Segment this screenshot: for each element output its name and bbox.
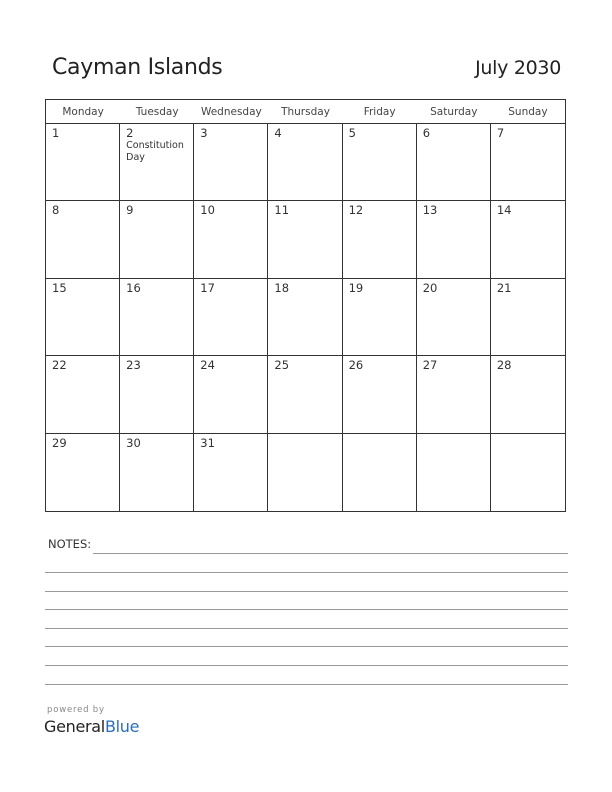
day-cell[interactable] [46,201,120,278]
day-cell[interactable] [417,201,491,278]
day-number: 18 [274,280,290,295]
day-number: 30 [126,435,141,450]
day-cell[interactable] [46,434,120,511]
day-number: 13 [422,203,438,218]
day-cell[interactable] [343,201,417,278]
day-number: 4 [274,126,282,140]
day-cell[interactable] [268,434,342,511]
calendar-title: Cayman Islands [52,55,223,80]
day-number: 25 [274,358,290,373]
day-number: 17 [200,280,215,295]
day-cell[interactable] [343,124,417,201]
day-cell[interactable] [268,356,342,433]
day-cell[interactable] [120,124,194,201]
weekday-header [46,100,565,124]
day-cell[interactable] [268,124,342,201]
day-cell[interactable] [417,356,491,433]
holiday-label: Constitution Day [126,140,184,163]
day-cell[interactable] [46,124,120,201]
notes-label: NOTES: [48,537,92,551]
day-number: 31 [200,435,215,450]
calendar-month: July 2030 [475,57,561,79]
calendar-grid [45,99,566,512]
day-number: 14 [496,203,512,218]
day-cell[interactable] [491,124,565,201]
notes-line [45,646,568,647]
day-cell[interactable] [417,124,491,201]
day-cell[interactable] [343,434,417,511]
brand-blue: Blue [104,717,140,736]
notes-line [45,628,568,629]
generalblue-logo[interactable] [44,717,139,736]
day-cell[interactable] [343,279,417,356]
day-number: 5 [348,126,356,140]
day-cell[interactable] [120,201,194,278]
notes-line [45,572,568,573]
day-cell[interactable] [194,434,268,511]
day-cell[interactable] [120,356,194,433]
day-number: 26 [348,358,364,373]
day-cell[interactable] [46,279,120,356]
weekday-sunday: Sunday [508,106,548,118]
day-number: 2 [126,126,134,140]
day-number: 11 [274,203,290,218]
day-cell[interactable] [491,201,565,278]
day-cell[interactable] [417,279,491,356]
day-cell[interactable] [491,279,565,356]
day-number: 21 [496,280,512,295]
powered-by-text: powered by [47,705,105,715]
day-number: 7 [496,126,505,140]
day-number: 6 [422,126,431,140]
day-cell[interactable] [417,434,491,511]
notes-line [45,609,568,610]
day-grid [46,124,565,511]
weekday-monday: Monday [62,106,104,118]
weekday-friday: Friday [363,106,396,118]
notes-line [45,591,568,592]
day-number: 28 [496,358,512,373]
day-cell[interactable] [194,279,268,356]
day-cell[interactable] [120,434,194,511]
notes-line [45,684,568,685]
weekday-tuesday: Tuesday [135,106,179,118]
day-cell[interactable] [46,356,120,433]
day-cell[interactable] [268,279,342,356]
day-number: 24 [200,358,215,373]
day-number: 12 [348,203,364,218]
day-cell[interactable] [194,124,268,201]
day-number: 8 [52,203,60,218]
notes-line [93,553,568,554]
day-number: 9 [126,203,134,218]
day-number: 22 [52,358,67,373]
weekday-saturday: Saturday [430,106,478,118]
day-number: 3 [200,126,208,140]
day-cell[interactable] [491,356,565,433]
day-number: 1 [52,126,60,140]
brand-general: General [44,717,105,736]
day-number: 19 [348,280,364,295]
day-number: 16 [126,280,141,295]
day-number: 10 [200,203,215,218]
weekday-wednesday: Wednesday [200,106,262,118]
weekday-thursday: Thursday [281,106,330,118]
day-number: 29 [52,435,67,450]
day-cell[interactable] [268,201,342,278]
day-number: 20 [422,280,438,295]
day-cell[interactable] [343,356,417,433]
notes-line [45,665,568,666]
day-number: 15 [52,280,67,295]
day-number: 23 [126,358,141,373]
day-cell[interactable] [120,279,194,356]
day-cell[interactable] [491,434,565,511]
day-cell[interactable] [194,201,268,278]
day-cell[interactable] [194,356,268,433]
day-number: 27 [422,358,438,373]
